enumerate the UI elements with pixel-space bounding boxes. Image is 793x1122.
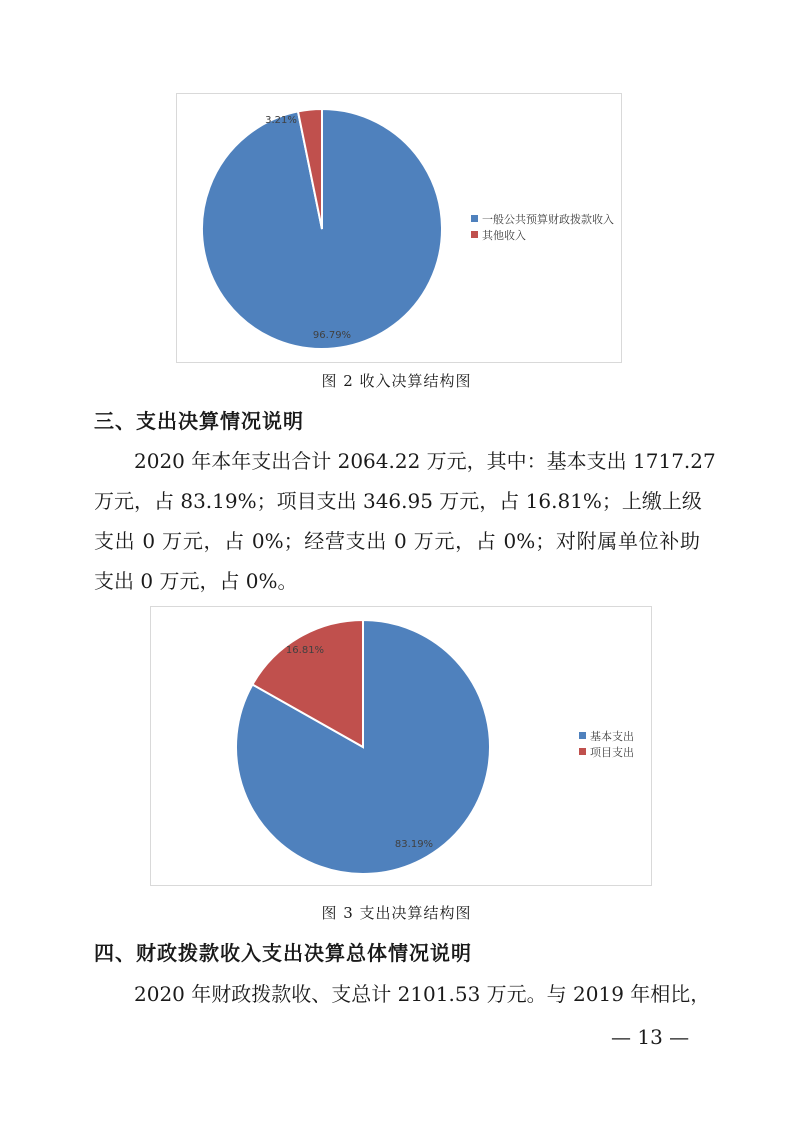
legend-entry-2-0: 基本支出: [590, 730, 634, 743]
pie-data-label-1-0: 96.79%: [312, 330, 352, 341]
income-pie-svg: [177, 94, 621, 362]
section3-line-3: 支出 0 万元，占 0%；经营支出 0 万元，占 0%；对附属单位补助: [94, 529, 700, 553]
expenditure-structure-chart: [150, 606, 652, 886]
expenditure-pie-svg: [151, 607, 651, 885]
legend-swatch-2-0: [579, 732, 586, 739]
legend-swatch-1-1: [471, 231, 478, 238]
legend-entry-2-1: 项目支出: [590, 746, 634, 759]
section3-heading: 三、支出决算情况说明: [94, 409, 304, 433]
figure3-caption: 图 3 支出决算结构图: [321, 904, 472, 922]
section3-line-2: 万元，占 83.19%；项目支出 346.95 万元，占 16.81%；上缴上级: [94, 489, 702, 513]
legend-entry-1-1: 其他收入: [482, 229, 526, 242]
figure2-caption: 图 2 收入决算结构图: [321, 372, 472, 390]
income-structure-chart: [176, 93, 622, 363]
legend-entry-1-0: 一般公共预算财政拨款收入: [482, 213, 614, 226]
pie-data-label-2-0: 83.19%: [394, 839, 434, 850]
section3-line-1: 2020 年本年支出合计 2064.22 万元，其中：基本支出 1717.27: [134, 449, 716, 473]
pie-data-label-2-1: 16.81%: [285, 645, 325, 656]
section4-line-1: 2020 年财政拨款收、支总计 2101.53 万元。与 2019 年相比，: [134, 982, 711, 1006]
section3-line-4: 支出 0 万元，占 0%。: [94, 569, 298, 593]
page-number: — 13 —: [611, 1025, 690, 1049]
legend-swatch-1-0: [471, 215, 478, 222]
pie-data-label-1-1: 3.21%: [265, 115, 297, 126]
section4-heading: 四、财政拨款收入支出决算总体情况说明: [94, 941, 472, 965]
legend-swatch-2-1: [579, 748, 586, 755]
